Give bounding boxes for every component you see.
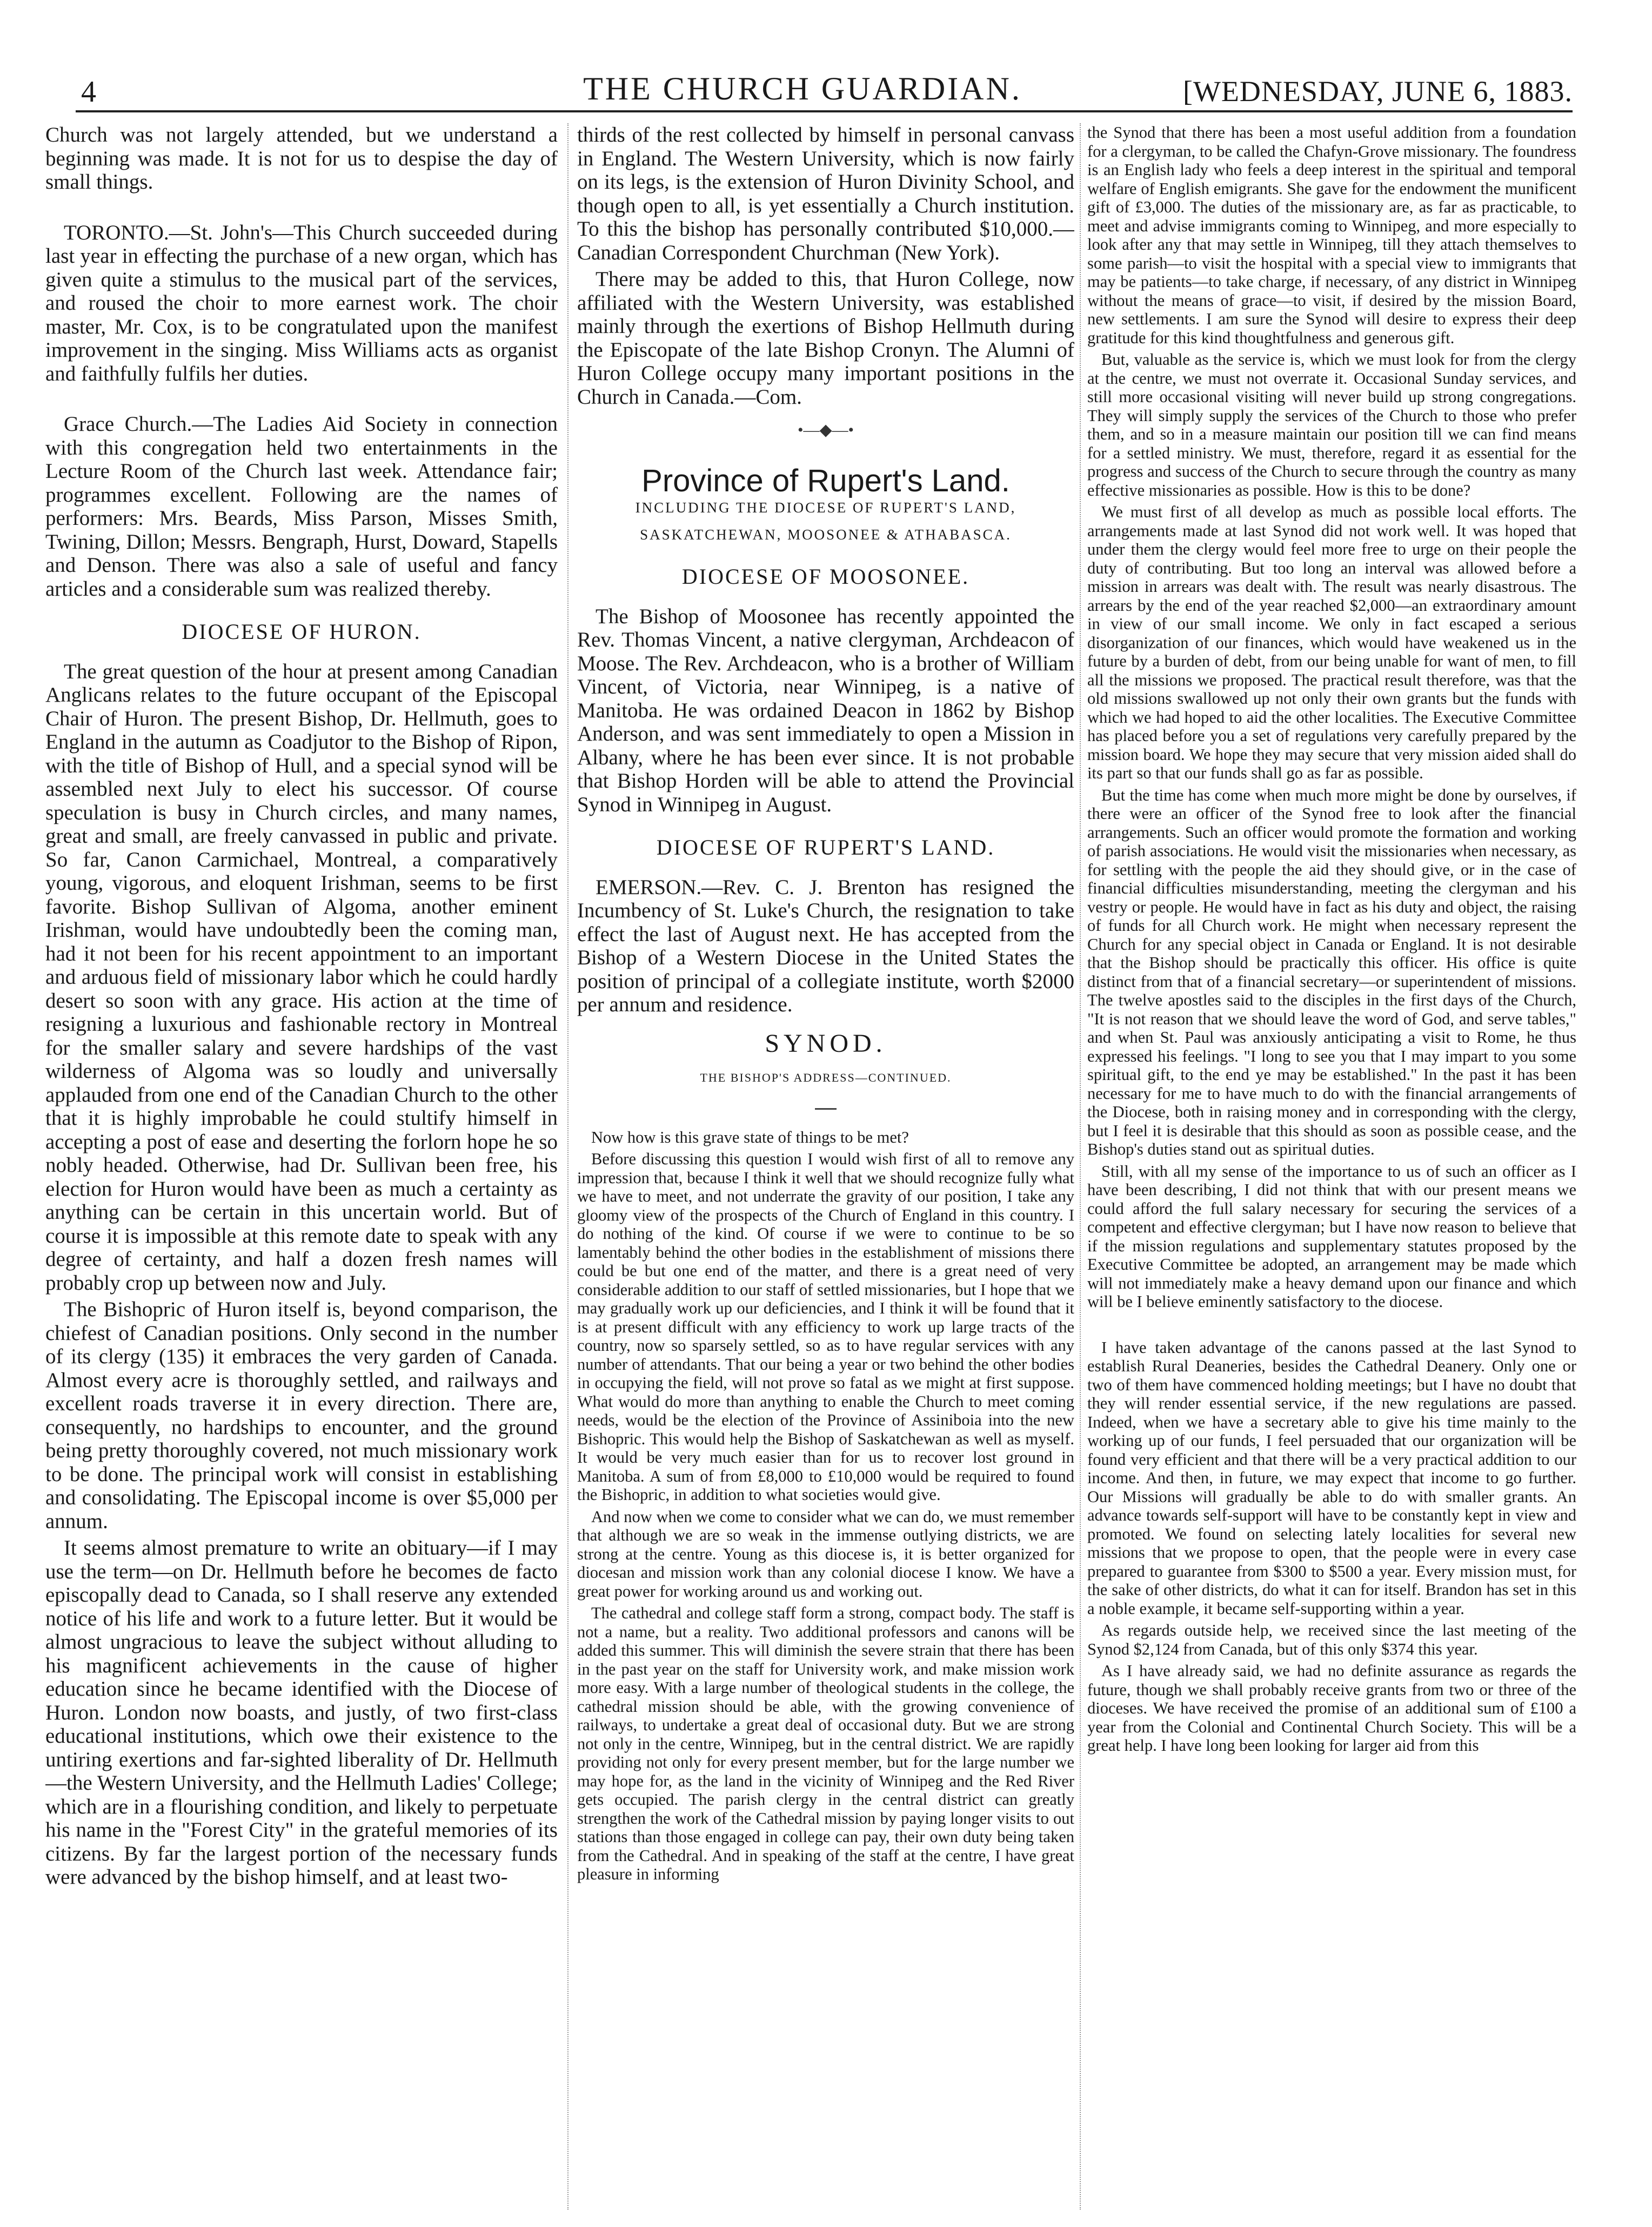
article-paragraph: And now when we come to consider what we can do, we must remember that although we are so weak in the immense outlying districts, we are strong at the centre. Young as this diocese is, it is better organized for diocesan and mission work than any colonial diocese I know. We have a great power for working around us and working out.: [577, 1507, 1074, 1601]
article-paragraph: EMERSON.—Rev. C. J. Brenton has resigned the Incumbency of St. Luke's Church, the resignation to take effect the last of August next. He has accepted from the Bishop of a Western Diocese in the United States the position of principal of a collegiate institute, worth $2000 per annum and residence.: [577, 875, 1074, 1016]
article-paragraph: I have taken advantage of the canons passed at the last Synod to establish Rural Deaneries, besides the Cathedral Deanery. Only one or two of them have commenced holding meetings; but I have no doubt that they will render essential service, if the new regulations are passed. Indeed, when we have a secretary able to give his time mainly to the working up of our funds, I feel persuaded that our organization will be found very efficient and that there will be a very practical addition to our income. And then, in future, we may expect that income to go further. Our Missions will gradually be able to do with smaller grants. An advance towards self-support will have to be constantly kept in view and promoted. We found on selecting lately localities for several new missions that we propose to open, that the people were in every case prepared to guarantee from $300 to $500 a year. Every mission must, for the sake of other districts, do what it can for itself. Brandon has set in this a noble example, it became self-supporting within a year.: [1087, 1338, 1576, 1618]
article-paragraph: Still, with all my sense of the importance to us of such an officer as I have been describing, I did not think that with our present means we could afford the full salary necessary for securing the services of a competent and effective clergyman; but I have now reason to believe that if the mission regulations and supplementary statutes proposed by the Executive Committee be adopted, an arrangement may be made which will not immediately make a heavy demand upon our finance and which will be I believe eminently satisfactory to the diocese.: [1087, 1162, 1576, 1311]
spacer: [45, 389, 558, 412]
page-header: [32, 65, 1573, 114]
masthead-title: THE CHURCH GUARDIAN.: [583, 71, 1022, 106]
article-paragraph: We must first of all develop as much as possible local efforts. The arrangements made at last Synod did not work well. It was hoped that under them the clergy would feel more free to urge on their people the duty of contributing. But too long an interval was allowed before a mission in arrears was dealt with. The result was nearly disastrous. The arrears by the end of the year reached $2,000—an extraordinary amount in view of our small income. We only in fact escaped a serious disorganization of our finances, which would have weakened us in the future by a burden of debt, from our being unable for want of men, to fill all the missions we proposed. The practical result therefore, was that the old missions swallowed up not only their own grants but the funds with which we had hoped to aid the other localities. The Executive Committee has placed before you a set of regulations very carefully prepared by the mission board. We hope they may secure that very mission aided shall do its part so that our funds shall go as far as possible.: [1087, 503, 1576, 782]
article-paragraph: It seems almost premature to write an obituary—if I may use the term—on Dr. Hellmuth before he becomes de facto episcopally dead to Canada, so I shall reserve any extended notice of his life and work to a future letter. But it would be almost ungracious to leave the subject without alluding to his magnificent achievements in the cause of higher education since he became identified with the Diocese of Huron. London now boasts, and justly, of two first-class educational institutions, which owe their existence to the untiring exertions and far-sighted liberality of Dr. Hellmuth—the Western University, and the Hellmuth Ladies' College; which are in a flourishing condition, and likely to perpetuate his name in the "Forest City" in the grateful memories of its citizens. By far the largest portion of the necessary funds were advanced by the bishop himself, and at least two-: [45, 1536, 558, 1889]
article-paragraph: Church was not largely attended, but we understand a beginning was made. It is not for us to despise the day of small things.: [45, 123, 558, 194]
article-paragraph: Now how is this grave state of things to be met?: [591, 1128, 909, 1146]
spacer: [45, 197, 558, 221]
spacer: [1087, 1315, 1576, 1338]
section-heading: DIOCESE OF HURON.: [182, 619, 422, 644]
ornament-divider: •—◆—•: [797, 421, 854, 439]
province-title: Province of Rupert's Land.: [641, 463, 1010, 498]
section-heading: SYNOD.: [765, 1029, 887, 1058]
article-paragraph: But the time has come when much more might be done by ourselves, if there were an officer of the Synod free to look after the financial arrangements. Such an officer would promote the formation and working of parish associations. He would visit the missionaries when necessary, as for settling with the people the aid they should give, or in the case of financial difficulties misunderstanding, meeting the clergyman and his vestry or people. He would have in fact as his duty and object, the raising of funds for all Church work. He might when necessary represent the Church for any special object in Canada or England. It is not desirable that the Bishop should be practically this officer. His office is quite distinct from that of a financial secretary—or superintendent of missions. The twelve apostles said to the disciples in the first days of the Church, "It is not reason that we should leave the word of God, and serve tables," and when St. Paul was anxiously anticipating a visit to Rome, he thus expressed his feelings. "I long to see you that I may impart to you some spiritual gift, to the end ye may be established." In the past it has been necessary for me to have much to do with the financial arrangements of the Diocese, both in raising money and in corresponding with the clergy, but I feel it is desirable that this should as soon as possible cease, and the Bishop's duties stand out as spiritual duties.: [1087, 785, 1576, 1158]
column-1: [45, 123, 558, 2210]
column-3: [1087, 123, 1576, 2210]
article-paragraph: the Synod that there has been a most useful addition from a foundation for a clergyman, to be called the Chafyn-Grove missionary. The foundress is an English lady who feels a deep interest in the spiritual and temporal welfare of English emigrants. She gave for the endowment the munificent gift of £3,000. The duties of the missionary are, as far as practicable, to meet and advise immigrants coming to Winnipeg, and more especially to look after any that may settle in Winnipeg, till they attach themselves to some parish—to visit the hospital with a special view to immigrants that may be patients—to take charge, if necessary, of any district in Winnipeg without the means of grace—to visit, if desired by the mission Board, new settlements. I am sure the Synod will desire to express their deep gratitude for this kind thoughtfulness and generous gift.: [1087, 123, 1576, 347]
section-caption: THE BISHOP'S ADDRESS—CONTINUED.: [700, 1071, 952, 1084]
province-subtitle: SASKATCHEWAN, MOOSONEE & ATHABASCA.: [640, 526, 1012, 543]
page-number: 4: [81, 75, 96, 109]
section-heading: DIOCESE OF MOOSONEE.: [681, 564, 970, 589]
section-heading: DIOCESE OF RUPERT'S LAND.: [656, 835, 995, 859]
issue-date: [WEDNESDAY, JUNE 6, 1883.: [1182, 75, 1573, 108]
short-rule: [815, 1108, 837, 1110]
column-divider: [567, 123, 568, 2210]
header-rule: [76, 110, 1573, 112]
column-divider: [1080, 123, 1081, 2210]
article-paragraph: Grace Church.—The Ladies Aid Society in connection with this congregation held two entertainments in the Lecture Room of the Church last week. Attendance fair; programmes excellent. Following are the names of performers: Mrs. Beards, Miss Parson, Misses Smith, Twining, Dillon; Messrs. Bengraph, Hurst, Doward, Stapells and Denson. There was also a sale of useful and fancy articles and a considerable sum was realized thereby.: [45, 412, 558, 601]
article-paragraph: As regards outside help, we received since the last meeting of the Synod $2,124 from Canada, but of this only $374 this year.: [1087, 1621, 1576, 1658]
article-paragraph: Before discussing this question I would wish first of all to remove any impression that, because I think it well that we should recognize fully what we have to meet, and not underrate the gravity of our position, I take any gloomy view of the prospects of the Church of England in this country. I do nothing of the kind. Of course if we were to continue to be so lamentably behind the other bodies in the establishment of missions there could be but one end of the matter, and there is a great need of very considerable addition to our staff of settled missionaries, but I hope that we may gradually work up our deficiencies, and I think it will be found that it is at present difficult with any efficiency to work up large tracts of the country, now so sparsely settled, so as to have regular services with any number of attendants. That our being a year or two behind the other bodies in occupying the field, will not prove so fatal as we might at first suppose. What would do more than anything to enable the Church to meet coming needs, would be the election of the Province of Assiniboia into the new Bishopric. This would help the Bishop of Saskatchewan as well as myself. It would be very much easier than for us to recover lost ground in Manitoba. A sum of from £8,000 to £10,000 would be required to found the Bishopric, in addition to what societies would give.: [577, 1150, 1074, 1504]
article-paragraph: TORONTO.—St. John's—This Church succeeded during last year in effecting the purchase of a new organ, which has given quite a stimulus to the musical part of the services, and roused the choir to more earnest work. The choir master, Mr. Cox, is to be congratulated upon the manifest improvement in the singing. Miss Williams acts as organist and faithfully fulfils her duties.: [45, 221, 558, 385]
article-paragraph: thirds of the rest collected by himself in personal canvass in England. The Western University, which is now fairly on its legs, is the extension of Huron Divinity School, and though open to all, is yet essentially a Church institution. To this the bishop has personally contributed $10,000.—Canadian Correspondent Churchman (New York).: [577, 123, 1074, 264]
province-subtitle: INCLUDING THE DIOCESE OF RUPERT'S LAND,: [635, 499, 1016, 516]
column-2: [577, 123, 1074, 2210]
article-paragraph: The Bishopric of Huron itself is, beyond comparison, the chiefest of Canadian positions. Only second in the number of its clergy (135) it embraces the very garden of Canada. Almost every acre is thoroughly settled, and railways and excellent roads traverse it in every direction. There are, consequently, no hardships to encounter, and the ground being pretty thoroughly covered, not much missionary work to be done. The principal work will consist in establishing and consolidating. The Episcopal income is over $5,000 per annum.: [45, 1298, 558, 1533]
article-paragraph: But, valuable as the service is, which we must look for from the clergy at the centre, we must not overrate it. Occasional Sunday services, and still more occasional visiting will never build up strong congregations. They will simply supply the services of the Church to those who prefer them, and so in a measure maintain our position till we can find means for a settled ministry. We must, therefore, regard it as essential for the progress and success of the Church to secure through the country as many effective missionaries as possible. How is this to be done?: [1087, 350, 1576, 499]
article-paragraph: The great question of the hour at present among Canadian Anglicans relates to the future occupant of the Episcopal Chair of Huron. The present Bishop, Dr. Hellmuth, goes to England in the autumn as Coadjutor to the Bishop of Ripon, with the title of Bishop of Hull, and a special synod will be assembled next July to elect his successor. Of course speculation is busy in Church circles, and many names, great and small, are freely canvassed in public and private. So far, Canon Carmichael, Montreal, a comparatively young, vigorous, and eloquent Irishman, seems to be first favorite. Bishop Sullivan of Algoma, another eminent Irishman, would have undoubtedly been the coming man, had it not been for his recent appointment to an important and arduous field of missionary labor which he could hardly desert so soon with any grace. His action at the time of resigning a luxurious and fashionable rectory in Montreal for the smaller salary and severe hardships of the vast wilderness of Algoma was so loudly and universally applauded from one end of the Canadian Church to the other that it is highly improbable he could stultify himself in accepting a post of ease and deserting the forlorn hope he so nobly headed. Otherwise, had Dr. Sullivan been free, his election for Huron would have been as much a certainty as anything can be certain in this uncertain world. But of course it is impossible at this remote date to speak with any degree of certainty, and half a dozen fresh names will probably crop up between now and July.: [45, 659, 558, 1295]
article-paragraph: The Bishop of Moosonee has recently appointed the Rev. Thomas Vincent, a native clergyman, Archdeacon of Moose. The Rev. Archdeacon, who is a brother of William Vincent, of Victoria, near Winnipeg, is a native of Manitoba. He was ordained Deacon in 1862 by Bishop Anderson, and was sent immediately to open a Mission in Albany, where he has been ever since. It is not probable that Bishop Horden will be able to attend the Provincial Synod in Winnipeg in August.: [577, 604, 1074, 816]
article-paragraph: The cathedral and college staff form a strong, compact body. The staff is not a name, but a reality. Two additional professors and canons will be added this summer. This will diminish the severe strain that there has been in the past year on the staff for University work, and make mission work more easy. With a large number of theological students in the college, the cathedral mission should be able, with the growing convenience of railways, to undertake a great deal of occasional duty. But we are strong not only in the centre, Winnipeg, but in the central district. We are rapidly providing not only for every present member, but for the large number we may hope for, as the land in the vicinity of Winnipeg and the Red River gets occupied. The parish clergy in the central district can greatly strengthen the work of the Cathedral mission by paying longer visits to out stations than those engaged in college can pay, their own duty being taken from the Cathedral. And in speaking of the staff at the centre, I have great pleasure in informing: [577, 1604, 1074, 1883]
article-paragraph: There may be added to this, that Huron College, now affiliated with the Western University, was established mainly through the exertions of Bishop Hellmuth during the Episcopate of the late Bishop Cronyn. The Alumni of Huron College occupy many important positions in the Church in Canada.—Com.: [577, 268, 1074, 409]
article-paragraph: As I have already said, we had no definite assurance as regards the future, though we shall probably receive grants from two or three of the dioceses. We have received the promise of an additional sum of £100 a year from the Colonial and Continental Church Society. This will be a great help. I have long been looking for larger aid from this: [1087, 1662, 1576, 1755]
